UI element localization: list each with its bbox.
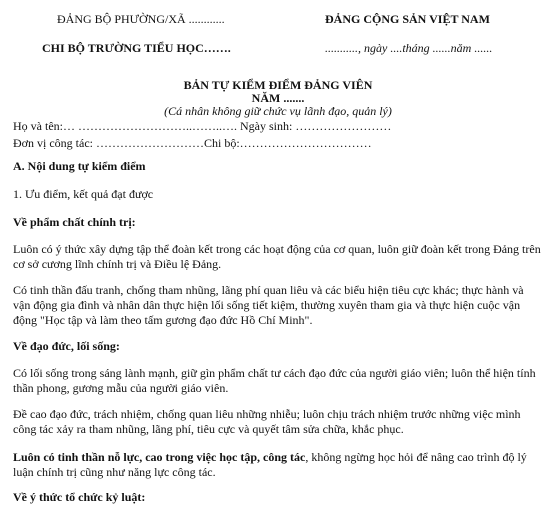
section-a-heading: A. Nội dung tự kiểm điểm xyxy=(13,159,146,173)
party-committee-label: ĐẢNG BỘ PHƯỜNG/XÃ ............ xyxy=(57,12,225,26)
effort-paragraph xyxy=(13,450,543,480)
date-line: ..........., ngày ....tháng ......năm ...... xyxy=(325,41,493,55)
politics-heading: Về phẩm chất chính trị: xyxy=(13,215,136,229)
ethics-paragraph-2: Đề cao đạo đức, trách nhiệm, chống quan liêu những nhiễu; luôn chịu trách nhiệm trước những việc mình công tác xảy ra tham nhũng, lãng phí, tiêu cực và quyết tâm sửa chữa, khắc phục. xyxy=(13,407,521,436)
party-name-label: ĐẢNG CỘNG SẢN VIỆT NAM xyxy=(325,12,490,26)
document-subtitle: (Cá nhân không giữ chức vụ lãnh đạo, quản lý) xyxy=(164,104,392,118)
name-dob-line: Họ và tên:… ………………………..……..…. Ngày sinh: …………………… xyxy=(13,119,392,133)
party-cell-label: CHI BỘ TRƯỜNG TIỂU HỌC……. xyxy=(42,41,231,55)
ethics-heading: Về đạo đức, lối sống: xyxy=(13,339,120,353)
discipline-heading: Về ý thức tổ chức kỷ luật: xyxy=(13,490,146,504)
effort-rest-text: , không ngừng học hỏi để nâng cao trình độ lý luận chính trị cũng như năng lực công tác. xyxy=(13,450,527,479)
document-year: NĂM ....... xyxy=(251,91,305,105)
effort-bold-text: Luôn có tinh thần nỗ lực, cao trong việc học tập, công tác xyxy=(13,450,306,464)
unit-cell-line: Đơn vị công tác: ………………………Chi bộ:…………………………… xyxy=(13,136,372,150)
politics-paragraph-1: Luôn có ý thức xây dựng tập thể đoàn kết trong các hoạt động của cơ quan, luôn giữ đoàn kết trong Đảng trên cơ sở cương lĩnh chính trị và Điều lệ Đảng. xyxy=(13,242,541,271)
ethics-paragraph-1: Có lối sống trong sáng lành mạnh, giữ gìn phẩm chất tư cách đạo đức của người giáo viên; luôn thể hiện tính thần phong, gương mẫu của người giáo viên. xyxy=(13,366,536,395)
section-a-sub1: 1. Ưu điểm, kết quả đạt được xyxy=(13,187,154,201)
politics-paragraph-2: Có tinh thần đấu tranh, chống tham nhũng, lãng phí quan liêu và các biểu hiện tiêu cực khác; thực hành và vận động gia đình và nhân dân thực hiện lối sống tiết kiệm, thường xuyên tham gia và thực hiện cuộc vận động "Học tập và làm theo tấm gương đạo đức Hồ Chí Minh". xyxy=(13,283,524,327)
document-title: BẢN TỰ KIỂM ĐIỂM ĐẢNG VIÊN xyxy=(183,78,373,92)
